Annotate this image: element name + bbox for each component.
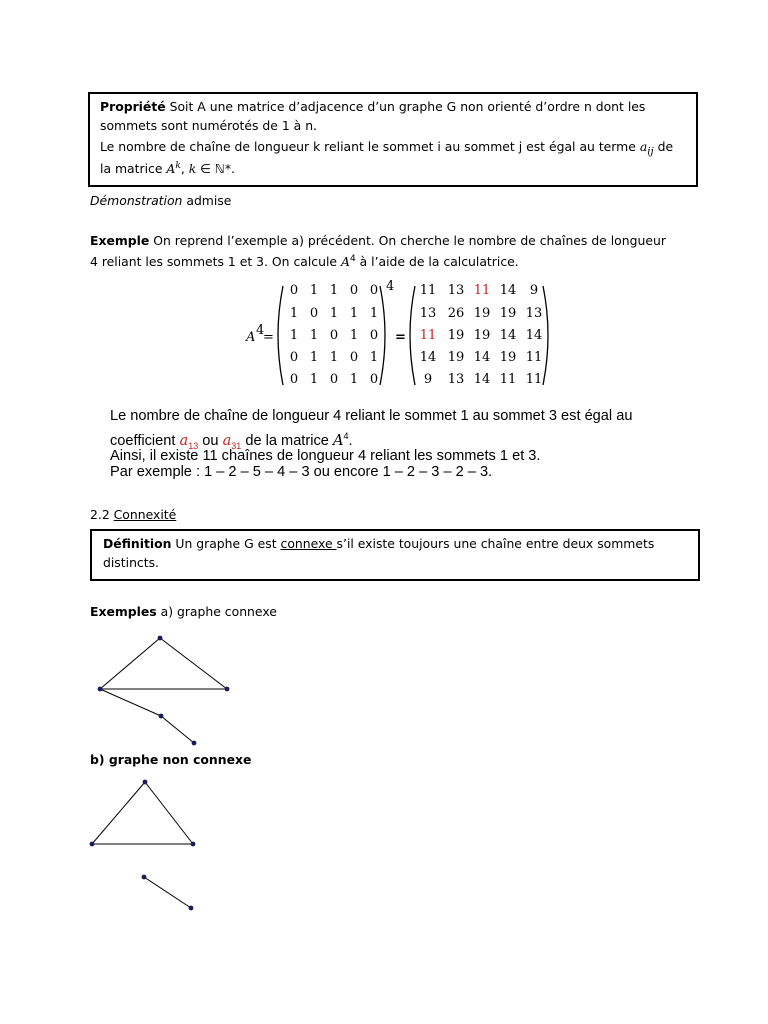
vertex-b-2 (143, 780, 148, 785)
matrix-a4-cell: 19 (473, 306, 491, 321)
matrix-a-cell: 1 (309, 283, 319, 298)
matrix-a4-cell: 14 (419, 350, 437, 365)
vertex-b-1 (90, 842, 95, 847)
examples-label: Exemples (90, 604, 157, 619)
vertex-a-5 (192, 741, 197, 746)
matrix-a-cell: 0 (369, 328, 379, 343)
section-title: Connexité (113, 507, 177, 522)
matrix-a-cell: 0 (289, 372, 299, 387)
matrix-a-cell: 1 (329, 283, 339, 298)
definition-title: Définition (103, 536, 172, 551)
definition-line-2: distincts. (103, 555, 159, 570)
matrix-a4-cell: 19 (447, 328, 465, 343)
matrix-a-cell: 0 (329, 372, 339, 387)
matrix-a-cell: 1 (309, 328, 319, 343)
matrix-a4-cell: 19 (447, 350, 465, 365)
matrix-a-cell: 1 (309, 350, 319, 365)
matrix-a-cell: 1 (309, 372, 319, 387)
matrix-a4-cell: 11 (419, 328, 437, 343)
matrix-a-cell: 0 (349, 350, 359, 365)
matrix-equals-1: = (263, 330, 274, 345)
matrix-a4-cell: 13 (525, 306, 543, 321)
vertex-a-3 (225, 687, 230, 692)
vertex-b-4 (142, 875, 147, 880)
matrix-a4-cell: 19 (499, 306, 517, 321)
matrix-a-cell: 1 (329, 350, 339, 365)
example-label: Exemple (90, 233, 150, 248)
matrix-a4-cell: 11 (419, 283, 437, 298)
graph-b-vertices (90, 780, 196, 911)
matrix-a4-cell: 9 (423, 372, 433, 387)
matrix-a-cell: 1 (289, 306, 299, 321)
matrix-a-cell: 0 (369, 283, 379, 298)
matrix-lhs-exp: 4 (256, 323, 265, 338)
coef-a31: a (222, 431, 232, 449)
matrix-a4-cell: 13 (419, 306, 437, 321)
matrix-a4-cell: 11 (499, 372, 517, 387)
matrix-lhs: A (246, 330, 256, 345)
demonstration-label: Démonstration (90, 193, 183, 208)
matrix-a4-cell: 19 (473, 328, 491, 343)
matrix-a-cell: 0 (329, 328, 339, 343)
edge-b-1 (92, 782, 145, 844)
example-line-1: Exemple On reprend l’exemple a) précédent. On cherche le nombre de chaînes de longueur (90, 233, 666, 248)
matrix-a4-cell: 11 (525, 372, 543, 387)
matrix-a-cell: 1 (289, 328, 299, 343)
matrix-a4-cell: 14 (499, 328, 517, 343)
matrix-a-cell: 0 (289, 283, 299, 298)
property-line-1: Propriété Soit A une matrice d’adjacence d’un graphe G non orienté d’ordre n dont les (100, 99, 646, 114)
edge-a-4 (100, 689, 161, 716)
matrix-a-cell: 1 (329, 306, 339, 321)
edge-a-5 (161, 716, 194, 743)
matrix-a-cell: 1 (369, 350, 379, 365)
property-line-3: Le nombre de chaîne de longueur k reliant le sommet i au sommet j est égal au terme $a_{ij}$ de (100, 139, 674, 158)
example-line-2: 4 reliant les sommets 1 et 3. On calcule $A^4$ à l’aide de la calculatrice. (90, 254, 519, 270)
matrix-a4-cell: 14 (499, 283, 517, 298)
matrix-a-cell: 0 (309, 306, 319, 321)
vertex-a-2 (158, 636, 163, 641)
vertex-a-4 (159, 714, 164, 719)
result-line-4: Par exemple : 1 – 2 – 5 – 4 – 3 ou encore 1 – 2 – 3 – 2 – 3. (110, 464, 493, 480)
section-heading: 2.2 Connexité (90, 507, 177, 522)
graph-b-heading (90, 750, 251, 769)
matrix-a4-cell: 13 (447, 283, 465, 298)
demonstration-line: Démonstration admise (90, 193, 232, 208)
definition-line-1: Définition Un graphe G est connexe s’il existe toujours une chaîne entre deux sommets (103, 536, 655, 551)
vertex-a-1 (98, 687, 103, 692)
matrix-a-cell: 1 (349, 306, 359, 321)
edge-a-1 (100, 638, 160, 689)
matrix-a-cell: 0 (289, 350, 299, 365)
graph-a-edges (100, 638, 227, 743)
result-line-3: Ainsi, il existe 11 chaînes de longueur 4 reliant les sommets 1 et 3. (110, 448, 541, 464)
matrix-a-cell: 1 (349, 372, 359, 387)
matrix-a-cell: 0 (369, 372, 379, 387)
matrix-a4-cell: 19 (499, 350, 517, 365)
matrix-a-cell: 0 (349, 283, 359, 298)
matrix-a4-cell: 14 (473, 350, 491, 365)
result-line-2: coefficient $a_{13}$ ou $a_{31}$ de la matrice $A^4$. (110, 431, 353, 451)
matrix-a4-cell: 26 (447, 306, 465, 321)
property-line-4: la matrice $A^k$, k ∈ ℕ*. (100, 161, 235, 177)
result-line-1: Le nombre de chaîne de longueur 4 reliant le sommet 1 au sommet 3 est égal au (110, 408, 633, 424)
graph-b-label: b) graphe non connexe (90, 752, 252, 767)
matrix-a-cell: 1 (369, 306, 379, 321)
edge-b-4 (144, 877, 191, 908)
matrix-equals-2: = (395, 330, 406, 345)
matrix-a-cell: 1 (349, 328, 359, 343)
matrix-a4-cell: 13 (447, 372, 465, 387)
definition-term: connexe (280, 536, 337, 551)
property-title: Propriété (100, 99, 166, 114)
matrix-power: 4 (386, 280, 395, 294)
matrix-a4-cell: 9 (529, 283, 539, 298)
vertex-b-5 (189, 906, 194, 911)
coef-a13: a (179, 431, 189, 449)
matrix-a4-cell: 14 (473, 372, 491, 387)
graph-b-edges (92, 782, 193, 908)
graph-a-vertices (98, 636, 230, 746)
matrix-a4-cell: 11 (473, 283, 491, 298)
matrix-a4-cell: 14 (525, 328, 543, 343)
edge-b-2 (145, 782, 193, 844)
edge-a-2 (160, 638, 227, 689)
examples-heading: Exemples a) graphe connexe (90, 604, 277, 619)
vertex-b-3 (191, 842, 196, 847)
property-line-2: sommets sont numérotés de 1 à n. (100, 118, 317, 133)
matrix-a4-cell: 11 (525, 350, 543, 365)
